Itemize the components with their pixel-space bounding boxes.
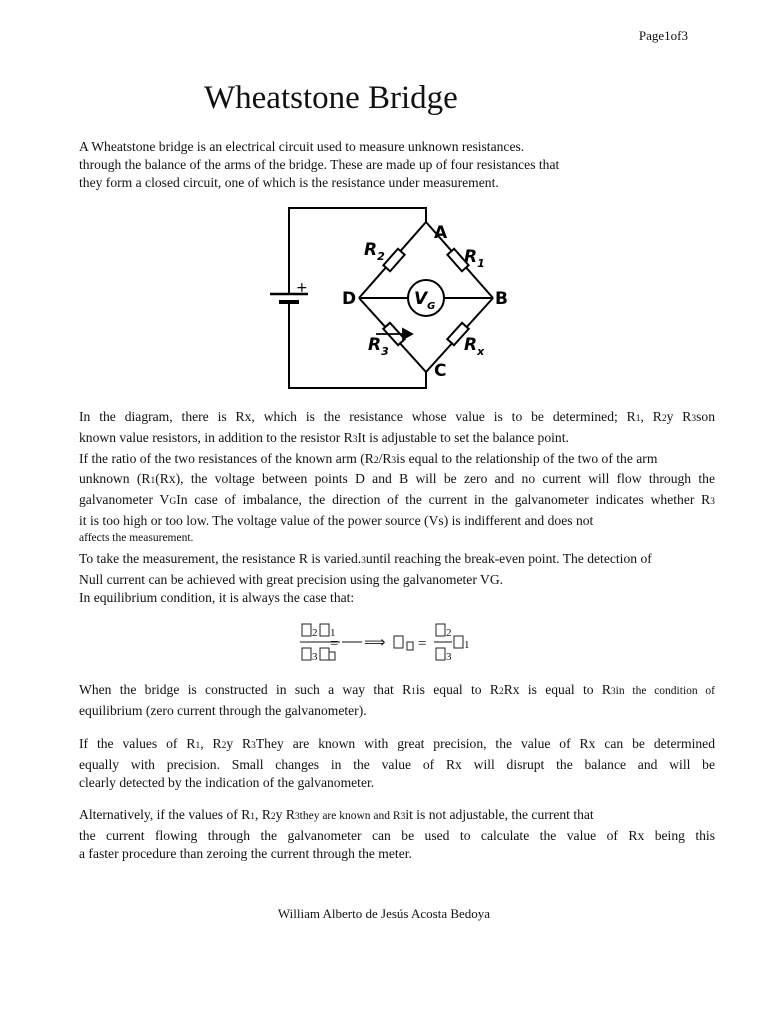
text-line: known value resistors, in addition to the resistor R3It is adjustable to set the balance point.: [79, 429, 569, 445]
equilibrium-formula: [296, 620, 486, 666]
rx-subscript: x: [477, 345, 485, 358]
r2-letter: R: [364, 240, 378, 260]
text-line: In equilibrium condition, it is always the case that:: [79, 589, 355, 605]
page-title: Wheatstone Bridge: [204, 80, 458, 116]
text-line: affects the measurement.: [79, 531, 194, 544]
resistor-r2: [383, 249, 404, 271]
alternative-paragraph: [79, 806, 715, 862]
r3-letter: R: [368, 335, 382, 355]
r2-label: [364, 240, 385, 263]
formula-sub: 2: [312, 627, 318, 639]
wheatstone-bridge-diagram: [262, 200, 522, 396]
text-line: When the bridge is constructed in such a way that R1is equal to R2Rx is equal to R3in the condition of: [79, 682, 715, 697]
page-number: Page1of3: [638, 28, 688, 43]
r2-subscript: 2: [377, 250, 385, 263]
formula-sub: 2: [446, 627, 452, 639]
formula-implies-arrow: ⟹: [364, 635, 386, 651]
circuit-wire-top: [289, 208, 426, 222]
text-line: galvanometer VGIn case of imbalance, the direction of the current in the galvanometer indicates whether R3: [79, 492, 715, 508]
measurement-paragraph: [79, 550, 715, 606]
node-d-label: D: [342, 289, 357, 309]
r3-label: [368, 335, 389, 358]
formula-sub: 1: [330, 627, 336, 639]
intro-line: A Wheatstone bridge is an electrical circuit used to measure unknown resistances.: [79, 139, 525, 154]
formula-equals: =: [418, 636, 427, 652]
intro-paragraph: [79, 138, 715, 191]
text-line: equally with precision. Small changes in the value of Rx will disrupt the balance and will be: [79, 756, 715, 772]
intro-line: through the balance of the arms of the bridge. These are made up of four resistances that: [79, 156, 560, 172]
construction-paragraph: [79, 681, 715, 720]
r1-label: [464, 247, 485, 270]
text-line: In the diagram, there is Rx, which is the resistance whose value is to be determined; R1, R2y R3son: [79, 409, 715, 424]
rx-letter: R: [464, 335, 478, 355]
plus-sign: +: [296, 280, 308, 296]
diagram-explanation-paragraph: [79, 408, 715, 548]
formula-sub: 3: [446, 651, 452, 663]
intro-line: they form a closed circuit, one of which is the resistance under measurement.: [79, 174, 499, 190]
precision-paragraph: [79, 735, 715, 791]
text-line: clearly detected by the indication of the galvanometer.: [79, 774, 375, 790]
node-b-label: B: [495, 289, 508, 309]
text-line: Alternatively, if the values of R1, R2y R3they are known and R3it is not adjustable, the current that: [79, 807, 594, 822]
text-line: it is too high or too low. The voltage value of the power source (Vs) is indifferent and does not: [79, 512, 594, 528]
text-line: To take the measurement, the resistance R is varied.3until reaching the break-even point. The detection of: [79, 551, 652, 566]
r1-letter: R: [464, 247, 478, 267]
node-a-label: A: [434, 223, 448, 243]
variable-arrow-head: [403, 329, 412, 339]
vg-subscript: G: [427, 301, 436, 312]
text-line: a faster procedure than zeroing the current through the meter.: [79, 845, 412, 861]
formula-sub: 1: [464, 639, 470, 651]
text-line: the current flowing through the galvanometer can be used to calculate the value of Rx being this: [79, 827, 715, 843]
r1-subscript: 1: [477, 257, 485, 270]
text-line: Null current can be achieved with great precision using the galvanometer VG.: [79, 571, 504, 587]
formula-sub: 3: [312, 651, 318, 663]
text-line: unknown (R1(Rx), the voltage between points D and B will be zero and no current will flow through the: [79, 471, 715, 487]
text-line: If the values of R1, R2y R3They are known with great precision, the value of Rx can be determined: [79, 736, 715, 751]
node-c-label: C: [434, 361, 447, 381]
author-footer: William Alberto de Jesús Acosta Bedoya: [277, 906, 491, 921]
rx-label: [464, 335, 485, 358]
text-line: equilibrium (zero current through the galvanometer).: [79, 702, 367, 718]
vg-letter: V: [414, 289, 428, 309]
formula-equals: =: [330, 636, 339, 652]
text-line: If the ratio of the two resistances of the known arm (R2/R3is equal to the relationship of the two of the arm: [79, 450, 658, 466]
r3-subscript: 3: [381, 345, 389, 358]
